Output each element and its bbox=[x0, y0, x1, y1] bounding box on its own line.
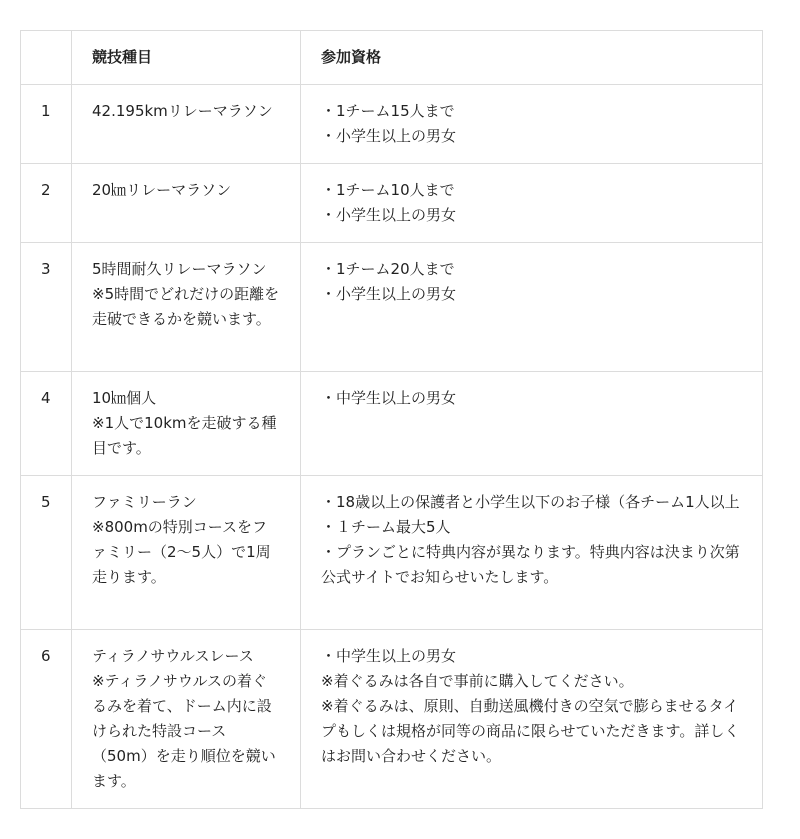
table-row bbox=[21, 164, 763, 243]
event-name: 5時間耐久リレーマラソン bbox=[92, 260, 267, 278]
event-cell bbox=[72, 476, 301, 630]
event-name: 10㎞個人 bbox=[92, 389, 157, 407]
row-number: 2 bbox=[21, 164, 72, 243]
event-note: ※ティラノサウルスの着ぐるみを着て、ドーム内に設けられた特設コース（50m）を走り順位を競います。 bbox=[92, 672, 276, 790]
requirement-line: ・1チーム15人まで bbox=[321, 102, 455, 120]
event-cell bbox=[72, 243, 301, 372]
event-name: 20㎞リレーマラソン bbox=[92, 181, 232, 199]
requirement-cell bbox=[301, 372, 763, 476]
header-number bbox=[21, 31, 72, 85]
table-row bbox=[21, 476, 763, 630]
event-note: ※1人で10kmを走破する種目です。 bbox=[92, 414, 277, 457]
requirement-line: ・小学生以上の男女 bbox=[321, 206, 457, 224]
requirement-line: ・プランごとに特典内容が異なります。特典内容は決まり次第公式サイトでお知らせいたします。 bbox=[321, 543, 740, 586]
row-number: 6 bbox=[21, 630, 72, 809]
requirement-line: ・中学生以上の男女 bbox=[321, 647, 457, 665]
event-note: ※800mの特別コースをファミリー（2〜5人）で1周走ります。 bbox=[92, 518, 271, 586]
event-cell bbox=[72, 630, 301, 809]
event-cell bbox=[72, 372, 301, 476]
requirement-line: ・18歳以上の保護者と小学生以下のお子様（各チーム1人以上 bbox=[321, 493, 740, 511]
event-name: ティラノサウルスレース bbox=[92, 647, 254, 665]
row-number: 3 bbox=[21, 243, 72, 372]
requirement-cell bbox=[301, 164, 763, 243]
requirement-line: ※着ぐるみは各自で事前に購入してください。 bbox=[321, 672, 634, 690]
requirement-cell bbox=[301, 630, 763, 809]
table-header-row bbox=[21, 31, 763, 85]
table-row bbox=[21, 372, 763, 476]
table-row bbox=[21, 85, 763, 164]
event-name: ファミリーラン bbox=[92, 493, 197, 511]
requirement-cell bbox=[301, 243, 763, 372]
event-note: ※5時間でどれだけの距離を走破できるかを競います。 bbox=[92, 285, 280, 328]
requirement-line: ・小学生以上の男女 bbox=[321, 285, 457, 303]
event-cell bbox=[72, 164, 301, 243]
row-number: 5 bbox=[21, 476, 72, 630]
event-table bbox=[20, 30, 763, 809]
table-row bbox=[21, 243, 763, 372]
row-number: 4 bbox=[21, 372, 72, 476]
requirement-line: ・中学生以上の男女 bbox=[321, 389, 457, 407]
requirement-line: ※着ぐるみは、原則、自動送風機付きの空気で膨らませるタイプもしくは規格が同等の商品に限らせていただきます。詳しくはお問い合わせください。 bbox=[321, 697, 740, 765]
requirement-cell bbox=[301, 476, 763, 630]
requirement-line: ・1チーム20人まで bbox=[321, 260, 455, 278]
requirement-cell bbox=[301, 85, 763, 164]
event-name: 42.195kmリレーマラソン bbox=[92, 102, 273, 120]
table-row bbox=[21, 630, 763, 809]
requirement-line: ・１チーム最大5人 bbox=[321, 518, 451, 536]
requirement-line: ・1チーム10人まで bbox=[321, 181, 455, 199]
row-number: 1 bbox=[21, 85, 72, 164]
header-event: 競技種目 bbox=[72, 31, 301, 85]
header-requirement: 参加資格 bbox=[301, 31, 763, 85]
requirement-line: ・小学生以上の男女 bbox=[321, 127, 457, 145]
event-cell bbox=[72, 85, 301, 164]
